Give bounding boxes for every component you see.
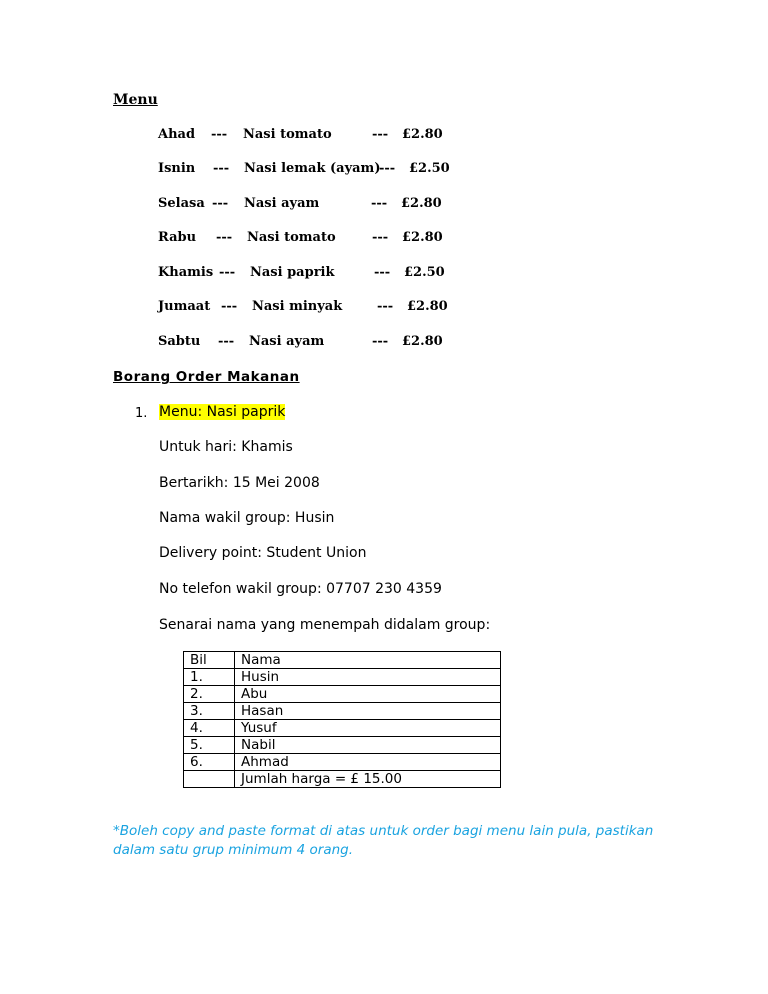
- menu-dish: Nasi minyak: [252, 299, 343, 314]
- menu-row: [0, 265, 768, 285]
- table-cell-nama: Husin: [235, 669, 501, 686]
- menu-separator: ---: [372, 127, 389, 142]
- form-date: Bertarikh: 15 Mei 2008: [159, 475, 320, 491]
- menu-price: £2.50: [409, 161, 450, 176]
- menu-dish: Nasi tomato: [243, 127, 332, 142]
- menu-dish: Nasi tomato: [247, 230, 336, 245]
- names-table: [183, 651, 501, 788]
- table-cell-nama: Nabil: [235, 737, 501, 754]
- menu-day: Jumaat: [158, 299, 211, 314]
- menu-day: Khamis: [158, 265, 214, 280]
- menu-day: Isnin: [158, 161, 196, 176]
- menu-separator: ---: [372, 334, 389, 349]
- table-total: Jumlah harga = £ 15.00: [235, 771, 501, 788]
- menu-day: Ahad: [158, 127, 196, 142]
- form-delivery: Delivery point: Student Union: [159, 545, 367, 561]
- menu-day: Selasa: [158, 196, 205, 211]
- table-cell-bil: 4.: [184, 720, 235, 737]
- table-cell-bil: 6.: [184, 754, 235, 771]
- menu-separator: ---: [213, 161, 230, 176]
- list-number: 1.: [135, 406, 148, 421]
- menu-dish: Nasi paprik: [250, 265, 335, 280]
- table-header-row: [184, 652, 501, 669]
- table-cell-nama: Ahmad: [235, 754, 501, 771]
- menu-separator: ---: [219, 265, 236, 280]
- menu-row: [0, 334, 768, 354]
- menu-dish: Nasi ayam: [249, 334, 325, 349]
- table-header-bil: Bil: [184, 652, 235, 669]
- form-list-label: Senarai nama yang menempah didalam group:: [159, 617, 491, 633]
- menu-price: £2.80: [402, 127, 443, 142]
- menu-heading: Menu: [113, 92, 158, 108]
- table-row: [184, 703, 501, 720]
- form-day: Untuk hari: Khamis: [159, 439, 293, 455]
- table-cell-nama: Abu: [235, 686, 501, 703]
- form-menu: Menu: Nasi paprik: [159, 404, 286, 420]
- menu-price: £2.80: [402, 230, 443, 245]
- table-cell-nama: Yusuf: [235, 720, 501, 737]
- menu-row: [0, 161, 768, 181]
- menu-separator: ---: [372, 230, 389, 245]
- menu-day: Rabu: [158, 230, 197, 245]
- form-phone: No telefon wakil group: 07707 230 4359: [159, 581, 442, 597]
- menu-dish: Nasi lemak (ayam): [244, 161, 381, 176]
- menu-row: [0, 127, 768, 147]
- table-row: [184, 720, 501, 737]
- table-row: [184, 686, 501, 703]
- menu-separator: ---: [218, 334, 235, 349]
- menu-row: [0, 299, 768, 319]
- table-row: [184, 669, 501, 686]
- form-rep-name: Nama wakil group: Husin: [159, 510, 335, 526]
- form-heading: Borang Order Makanan: [113, 369, 300, 385]
- menu-separator: ---: [374, 265, 391, 280]
- menu-separator: ---: [221, 299, 238, 314]
- menu-price: £2.80: [407, 299, 448, 314]
- table-cell-bil: 5.: [184, 737, 235, 754]
- menu-separator: ---: [371, 196, 388, 211]
- table-header-nama: Nama: [235, 652, 501, 669]
- menu-price: £2.80: [401, 196, 442, 211]
- table-cell-bil: 3.: [184, 703, 235, 720]
- menu-separator: ---: [212, 196, 229, 211]
- table-cell-bil: 1.: [184, 669, 235, 686]
- table-cell-nama: Hasan: [235, 703, 501, 720]
- table-row: [184, 754, 501, 771]
- menu-row: [0, 230, 768, 250]
- footer-note: *Boleh copy and paste format di atas untuk order bagi menu lain pula, pastikan dalam satu grup minimum 4 orang.: [113, 823, 654, 858]
- table-row: [184, 737, 501, 754]
- menu-price: £2.80: [402, 334, 443, 349]
- menu-separator: ---: [211, 127, 228, 142]
- table-total-row: [184, 771, 501, 788]
- menu-separator: ---: [377, 299, 394, 314]
- menu-price: £2.50: [404, 265, 445, 280]
- menu-separator: ---: [216, 230, 233, 245]
- table-cell-empty: [184, 771, 235, 788]
- menu-day: Sabtu: [158, 334, 201, 349]
- menu-separator: ---: [379, 161, 396, 176]
- menu-row: [0, 196, 768, 216]
- table-cell-bil: 2.: [184, 686, 235, 703]
- menu-dish: Nasi ayam: [244, 196, 320, 211]
